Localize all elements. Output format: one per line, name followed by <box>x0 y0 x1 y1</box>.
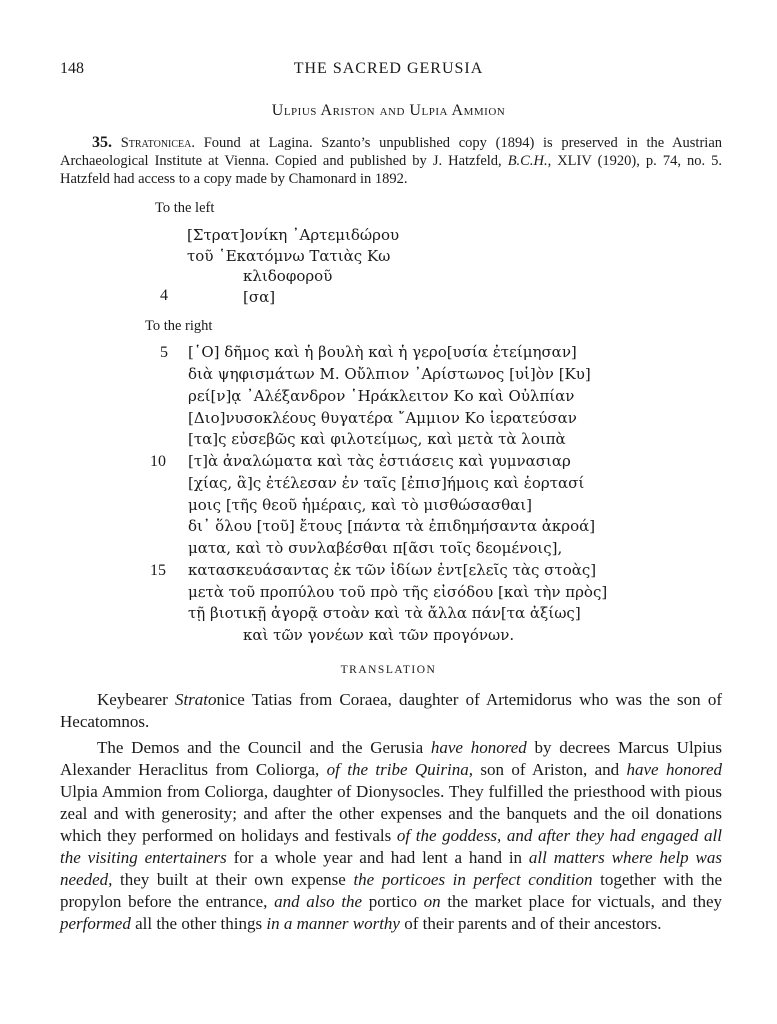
greek-line: [χίας, ἃ]ς ἐτέλεσαν ἐν ταῖς [ἐπισ]ήμοις καὶ ἑορτασί <box>188 474 585 492</box>
text-run: of their parents and of their ancestors. <box>399 914 662 933</box>
italic-run: all matters where help was needed, <box>60 848 723 889</box>
text-run: Ulpia Ammion from Coliorga, daughter of Dionysocles. They fulfilled the priesthood with pious zeal and with generosity; and after the other expenses and the banquets and the oil donations which they performed on holidays and festivals <box>60 782 722 845</box>
entry-place: Stratonicea. <box>120 135 196 151</box>
entry-journal: B.C.H. <box>507 153 548 169</box>
translation-paragraph-1 <box>60 689 722 733</box>
italic-run: performed <box>60 914 131 933</box>
text-run: son of Ariston, and <box>472 760 627 779</box>
italic-run: and also the <box>274 892 363 911</box>
page-number: 148 <box>60 60 84 77</box>
greek-line: κλιδοφοροῦ <box>243 267 333 285</box>
italic-run: the porticoes in perfect condition <box>353 870 593 889</box>
greek-line: ματα, καὶ τὸ συνλαβέσθαι π[ᾶσι τοῖς δεομένοις], <box>188 539 563 557</box>
translation-paragraph-2 <box>60 737 722 935</box>
greek-line: ρεί[ν]ᾳ ᾿Αλέξανδρον ῾Ηράκλειτον Κο καὶ Οὐλπίαν <box>188 387 575 405</box>
italic-run: of the goddess, and after they had engaged all the visiting entertainers <box>60 826 723 867</box>
entry-text-2: , XLIV (1920), p. 74, no. 5. Hatzfeld had access to a copy made by Chamonard in 1892. <box>60 153 722 187</box>
greek-line: [Διο]νυσοκλέους θυγατέρα ῎Αμμιον Κο ἱερατεύσαν <box>188 409 577 427</box>
inscription-left-label: To the left <box>155 200 215 216</box>
text-run: The Demos and the Council and the Gerusia <box>97 738 431 757</box>
text-run: together with the propylon before the entrance, <box>60 870 722 911</box>
line-number: 5 <box>160 344 168 361</box>
greek-line: καὶ τῶν γονέων καὶ τῶν προγόνων. <box>243 626 515 644</box>
greek-line: τοῦ ῾Εκατόμνω Τατιὰς Κω <box>187 247 391 265</box>
italic-run: have honored <box>430 738 527 757</box>
line-number: 4 <box>160 287 168 304</box>
entry-number: 35. <box>92 134 112 151</box>
text-run: all the other things <box>130 914 267 933</box>
text-run: by decrees Marcus Ulpius Alexander Heraclitus from Coliorga, <box>60 738 723 779</box>
entry-description <box>60 134 722 188</box>
running-title: THE SACRED GERUSIA <box>293 60 484 77</box>
greek-line: κατασκευάσαντας ἐκ τῶν ἰδίων ἐντ[ελεῖς τὰς στοὰς] <box>188 561 597 579</box>
greek-line: μετὰ τοῦ προπύλου τοῦ πρὸ τῆς εἰσόδου [καὶ τὴν πρὸς] <box>188 583 608 601</box>
text-run: they built at their own expense <box>112 870 354 889</box>
italic-run: have honored <box>626 760 722 779</box>
text-run: nice Tatias from Coraea, daughter of Artemidorus who was the son of Hecatomnos. <box>60 690 722 731</box>
greek-line: [τ]ὰ ἀναλώματα καὶ τὰς ἑστιάσεις καὶ γυμνασιαρ <box>188 452 571 470</box>
entry-text-1: Found at Lagina. Szanto’s unpublished copy (1894) is preserved in the Austrian Archaeological Institute at Vienna. Copied and published by J. Hatzfeld, <box>60 135 723 169</box>
inscription-right-label: To the right <box>145 318 213 334</box>
greek-line: [σα] <box>243 288 276 306</box>
text-run: Keybearer <box>97 690 175 709</box>
italic-run: on <box>423 892 441 911</box>
text-run: the market place for victuals, and they <box>440 892 723 911</box>
line-number: 15 <box>150 562 166 579</box>
translation-heading: TRANSLATION <box>340 664 437 676</box>
greek-line: τῇ βιοτικῇ ἀγορᾷ στοὰν καὶ τὰ ἄλλα πάν[τα ἀξίως] <box>188 604 581 622</box>
greek-line: [τα]ς εὐσεβῶς καὶ φιλοτείμως, καὶ μετὰ τὰ λοιπὰ <box>188 430 566 448</box>
greek-line: [Στρατ]ονίκη ᾿Αρτεμιδώρου <box>187 226 400 244</box>
section-title: Ulpius Ariston and Ulpia Ammion <box>271 102 506 119</box>
italic-run: in a manner worthy <box>266 914 400 933</box>
text-run: for a whole year and had lent a hand in <box>226 848 529 867</box>
greek-line: δι᾿ ὅλου [τοῦ] ἔτους [πάντα τὰ ἐπιδημήσαντα ἀκροά] <box>188 517 596 535</box>
greek-line: διὰ ψηφισμάτων Μ. Οὔλπιον ᾿Αρίστωνος [υἱ]ὸν [Κυ] <box>188 365 591 383</box>
italic-run: of the tribe Quirina, <box>326 760 473 779</box>
text-run: portico <box>362 892 424 911</box>
line-number: 10 <box>150 453 166 470</box>
greek-line: μοις [τῆς θεοῦ ἡμέραις, καὶ τὸ μισθώσασθαι] <box>188 496 533 514</box>
italic-run: Strato <box>174 690 217 709</box>
greek-line: [῾Ο] δῆμος καὶ ἡ βουλὴ καὶ ἡ γερο[υσία ἐτείμησαν] <box>188 343 577 361</box>
